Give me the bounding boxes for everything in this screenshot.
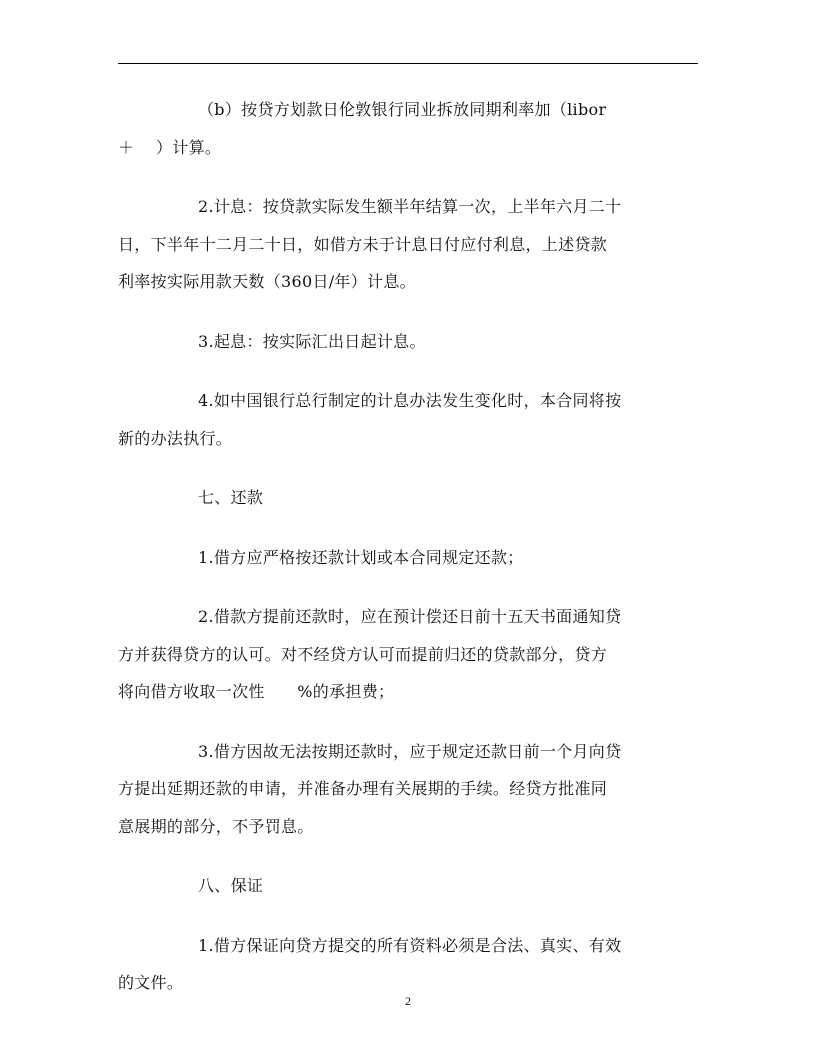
text-line: 3.起息：按实际汇出日起计息。 [198,331,426,351]
text-line: 1.借方应严格按还款计划或本合同规定还款； [198,547,524,567]
section-heading: 七、还款 [198,488,264,507]
text-line: 意展期的部分，不予罚息。 [118,816,314,836]
text-line: 2.借款方提前还款时，应在预计偿还日前十五天书面通知贷 [198,607,622,626]
text-line: 日，下半年十二月二十日，如借方未于计息日付应付利息，上述贷款 [118,234,608,254]
text-line: 将向借方收取一次性 %的承担费； [118,682,395,701]
section-heading: 八、保证 [198,876,264,895]
section-heading-repayment [118,484,698,522]
text-line: 新的办法执行。 [118,428,233,448]
text-line: 的文件。 [118,973,184,992]
paragraph-interest-calculation [118,193,698,306]
page-number: 2 [405,994,411,1008]
header-rule [118,63,698,64]
paragraph-repayment-1 [118,544,698,582]
text-line: 方提出延期还款的申请，并准备办理有关展期的手续。经贷方批准同 [118,779,608,798]
paragraph-interest-start [118,328,698,366]
paragraph-b-rate [118,96,698,171]
paragraph-repayment-3 [118,738,698,851]
text-line: ＋ ）计算。 [118,137,222,157]
section-heading-guarantee [118,872,698,910]
document-body [118,96,698,1007]
text-line: 3.借方因故无法按期还款时，应于规定还款日前一个月向贷 [198,741,622,761]
paragraph-repayment-2 [118,603,698,716]
text-line: 1.借方保证向贷方提交的所有资料必须是合法、真实、有效 [198,935,622,955]
text-line: 利率按实际用款天数（360日/年）计息。 [118,272,416,291]
text-line: 2.计息：按贷款实际发生额半年结算一次，上半年六月二十 [198,197,622,216]
text-line: （b）按贷方划款日伦敦银行同业拆放同期利率加（libor [198,100,607,119]
text-line: 方并获得贷方的认可。对不经贷方认可而提前归还的贷款部分，贷方 [118,644,608,664]
text-line: 4.如中国银行总行制定的计息办法发生变化时，本合同将按 [198,391,622,410]
paragraph-method-change [118,387,698,462]
